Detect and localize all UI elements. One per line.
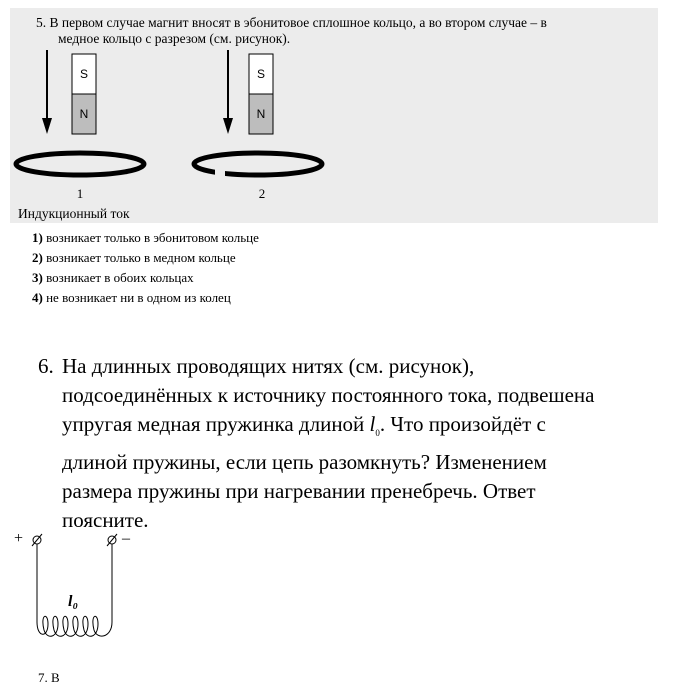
q5-line1: 5. В первом случае магнит вносят в эбонитовое сплошное кольцо, а во втором случае – в: [36, 15, 547, 30]
q6-line6: поясните.: [62, 508, 149, 533]
answer-options: [32, 228, 259, 308]
spring-length-label: l₀: [68, 593, 79, 610]
spring-circuit-figure: [14, 530, 131, 636]
option-1[interactable]: 1) возникает только в эбонитовом кольце: [32, 230, 259, 245]
magnet-2-pole-n: N: [256, 107, 266, 121]
option-4[interactable]: 4) не возникает ни в одном из колец: [32, 290, 231, 305]
magnet-1-pole-n: N: [79, 107, 89, 121]
plus-terminal-sign: +: [14, 530, 24, 547]
q6-number: 6.: [38, 354, 54, 378]
option-2[interactable]: 2) возникает только в медном кольце: [32, 250, 236, 265]
magnet-1: [72, 54, 96, 134]
down-arrow-2: [223, 50, 233, 134]
ring-1-label: 1: [76, 186, 84, 201]
ring-2-label: 2: [258, 186, 266, 201]
magnet-2: [249, 54, 273, 134]
magnet-1-pole-s: S: [79, 67, 89, 81]
q6-line4: длиной пружины, если цепь разомкнуть? Изменением: [62, 450, 547, 475]
induction-current-lead: Индукционный ток: [18, 206, 130, 221]
q6-line2: подсоединённых к источнику постоянного тока, подвешена: [62, 383, 595, 407]
option-3[interactable]: 3) возникает в обоих кольцах: [32, 270, 194, 285]
down-arrow-1: [42, 50, 52, 134]
copper-ring-with-cut: [194, 153, 322, 182]
q6-line1: На длинных проводящих нитях (см. рисунок),: [62, 354, 475, 378]
q6-line5: размера пружины при нагревании пренебречь. Ответ: [62, 479, 536, 504]
l-zero-variable: l: [369, 412, 376, 436]
q6-line3: упругая медная пружинка длиной $l_0$. Что произойдёт с: [62, 412, 546, 439]
minus-terminal-sign: –: [122, 530, 130, 547]
ebonite-ring: [16, 153, 144, 175]
question-7-partial: 7. В: [38, 670, 60, 685]
magnet-2-pole-s: S: [256, 67, 266, 81]
question-6-text: [38, 352, 658, 535]
q5-line2: медное кольцо с разрезом (см. рисунок).: [58, 31, 291, 46]
